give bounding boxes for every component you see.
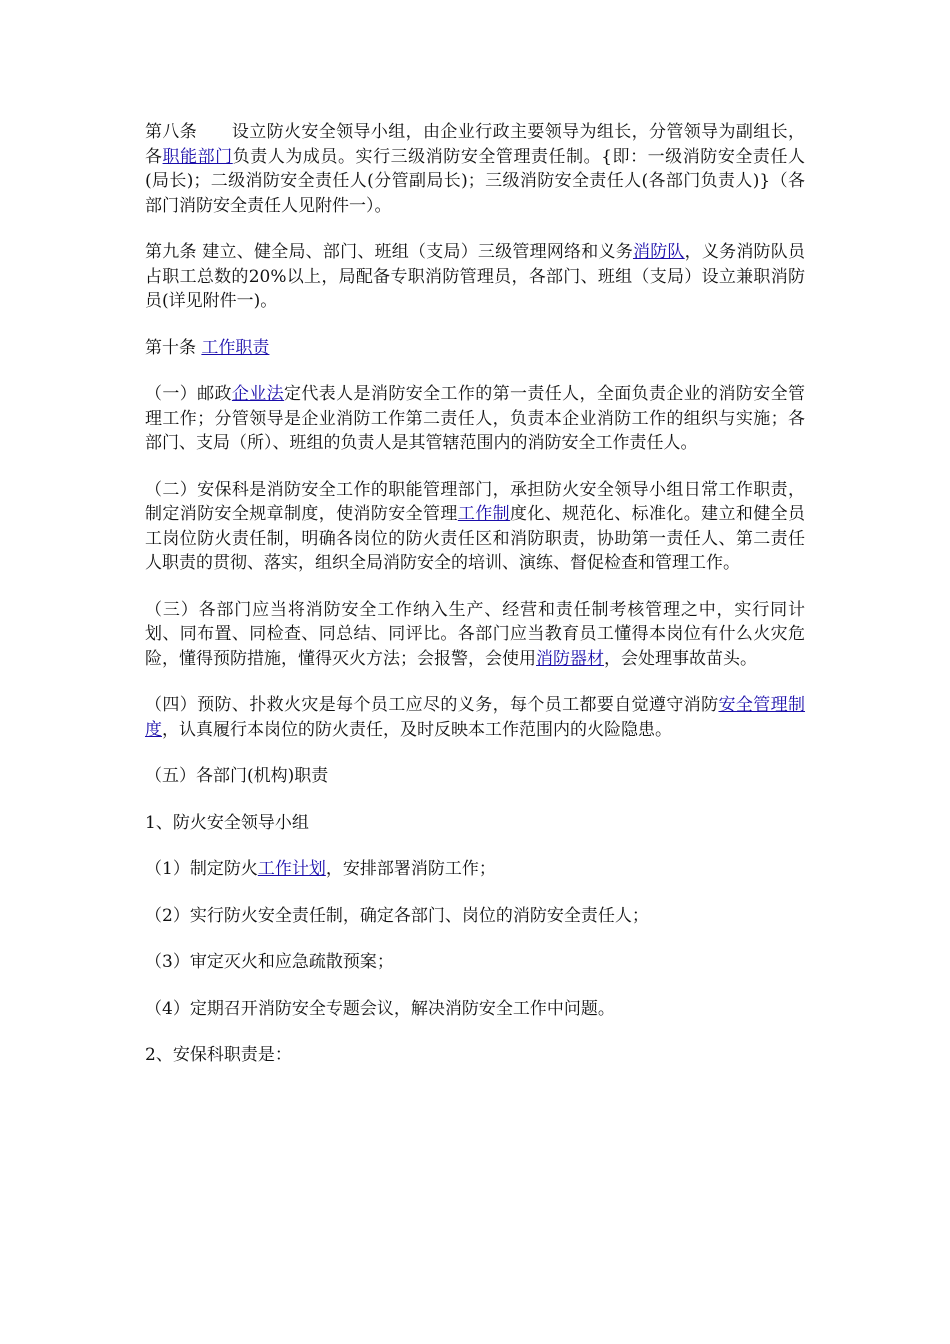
paragraph-section-1 — [145, 811, 805, 836]
paragraph-article-8 — [145, 120, 805, 218]
inline-link[interactable]: 安全管理制度 — [145, 695, 806, 740]
document-body — [145, 120, 805, 1090]
paragraph-text: ，义务消防队员占职工总数的20%以上，局配备专职消防管理员，各部门、班组（支局）设立兼职消防员(详见附件一)。 — [145, 242, 806, 311]
inline-link[interactable]: 消防器材 — [536, 648, 604, 669]
paragraph-duty-2 — [145, 478, 805, 576]
inline-link[interactable]: 职能部门 — [162, 146, 233, 167]
paragraph-duty-3 — [145, 598, 805, 672]
paragraph-text: （二）安保科是消防安全工作的职能管理部门，承担防火安全领导小组日常工作职责，制定消防安全规章制度，使消防安全管理 — [145, 479, 805, 524]
paragraph-item-4 — [145, 997, 805, 1022]
paragraph-duty-4 — [145, 693, 805, 742]
paragraph-duty-5 — [145, 764, 805, 789]
paragraph-text: 度化、规范化、标准化。建立和健全员工岗位防火责任制，明确各岗位的防火责任区和消防职责，协助第一责任人、第二责任人职责的贯彻、落实，组织全局消防安全的培训、演练、督促检查和管理工作。 — [145, 504, 806, 573]
inline-link[interactable]: 消防队 — [632, 242, 685, 262]
paragraph-text: 2、安保科职责是： — [145, 1045, 292, 1065]
paragraph-text: （一）邮政 — [145, 384, 232, 404]
paragraph-item-1 — [145, 857, 805, 882]
paragraph-text: 第九条 建立、健全局、部门、班组（支局）三级管理网络和义务 — [145, 242, 633, 262]
paragraph-text: ，安排部署消防工作； — [325, 859, 496, 879]
paragraph-text: （3）审定灭火和应急疏散预案； — [145, 952, 394, 972]
paragraph-text: 定代表人是消防安全工作的第一责任人，全面负责企业的消防安全管理工作；分管领导是企业消防工作第二责任人，负责本企业消防工作的组织与实施；各部门、支局（所）、班组的负责人是其管辖范围内的消防安全工作责任人。 — [145, 384, 806, 453]
paragraph-text: ，会处理事故苗头。 — [604, 648, 757, 669]
paragraph-text: 第十条 — [145, 337, 202, 358]
paragraph-text: 第八条 设立防火安全领导小组，由企业行政主要领导为组长，分管领导为副组长，各 — [145, 122, 805, 167]
paragraph-section-2 — [145, 1043, 805, 1068]
paragraph-text: （五）各部门(机构)职责 — [145, 766, 329, 786]
paragraph-text: 负责人为成员。实行三级消防安全管理责任制。{即：一级消防安全责任人(局长)；二级消防安全责任人(分管副局长)；三级消防安全责任人(各部门负责人)}（各部门消防安全责任人见附件一）。 — [145, 146, 805, 216]
paragraph-article-10 — [145, 336, 805, 361]
paragraph-duty-1 — [145, 382, 805, 456]
paragraph-text: （四）预防、扑救火灾是每个员工应尽的义务，每个员工都要自觉遵守消防 — [145, 695, 719, 715]
paragraph-text: （三）各部门应当将消防安全工作纳入生产、经营和责任制考核管理之中，实行同计划、同布置、同检查、同总结、同评比。各部门应当教育员工懂得本岗位有什么火灾危险，懂得预防措施，懂得灭火方法；会报警，会使用 — [145, 599, 805, 669]
paragraph-text: ，认真履行本岗位的防火责任，及时反映本工作范围内的火险隐患。 — [162, 719, 672, 740]
paragraph-text: （1）制定防火 — [145, 859, 258, 879]
inline-link[interactable]: 企业法 — [231, 384, 285, 404]
paragraph-text: （2）实行防火安全责任制，确定各部门、岗位的消防安全责任人； — [145, 905, 649, 926]
inline-link[interactable]: 工作制 — [457, 504, 510, 524]
paragraph-text: 1、防火安全领导小组 — [145, 812, 309, 833]
inline-link[interactable]: 工作职责 — [201, 337, 270, 358]
paragraph-item-3 — [145, 950, 805, 975]
paragraph-text: （4）定期召开消防安全专题会议，解决消防安全工作中问题。 — [145, 998, 615, 1019]
paragraph-item-2 — [145, 904, 805, 929]
inline-link[interactable]: 工作计划 — [257, 859, 326, 879]
paragraph-article-9 — [145, 240, 805, 314]
